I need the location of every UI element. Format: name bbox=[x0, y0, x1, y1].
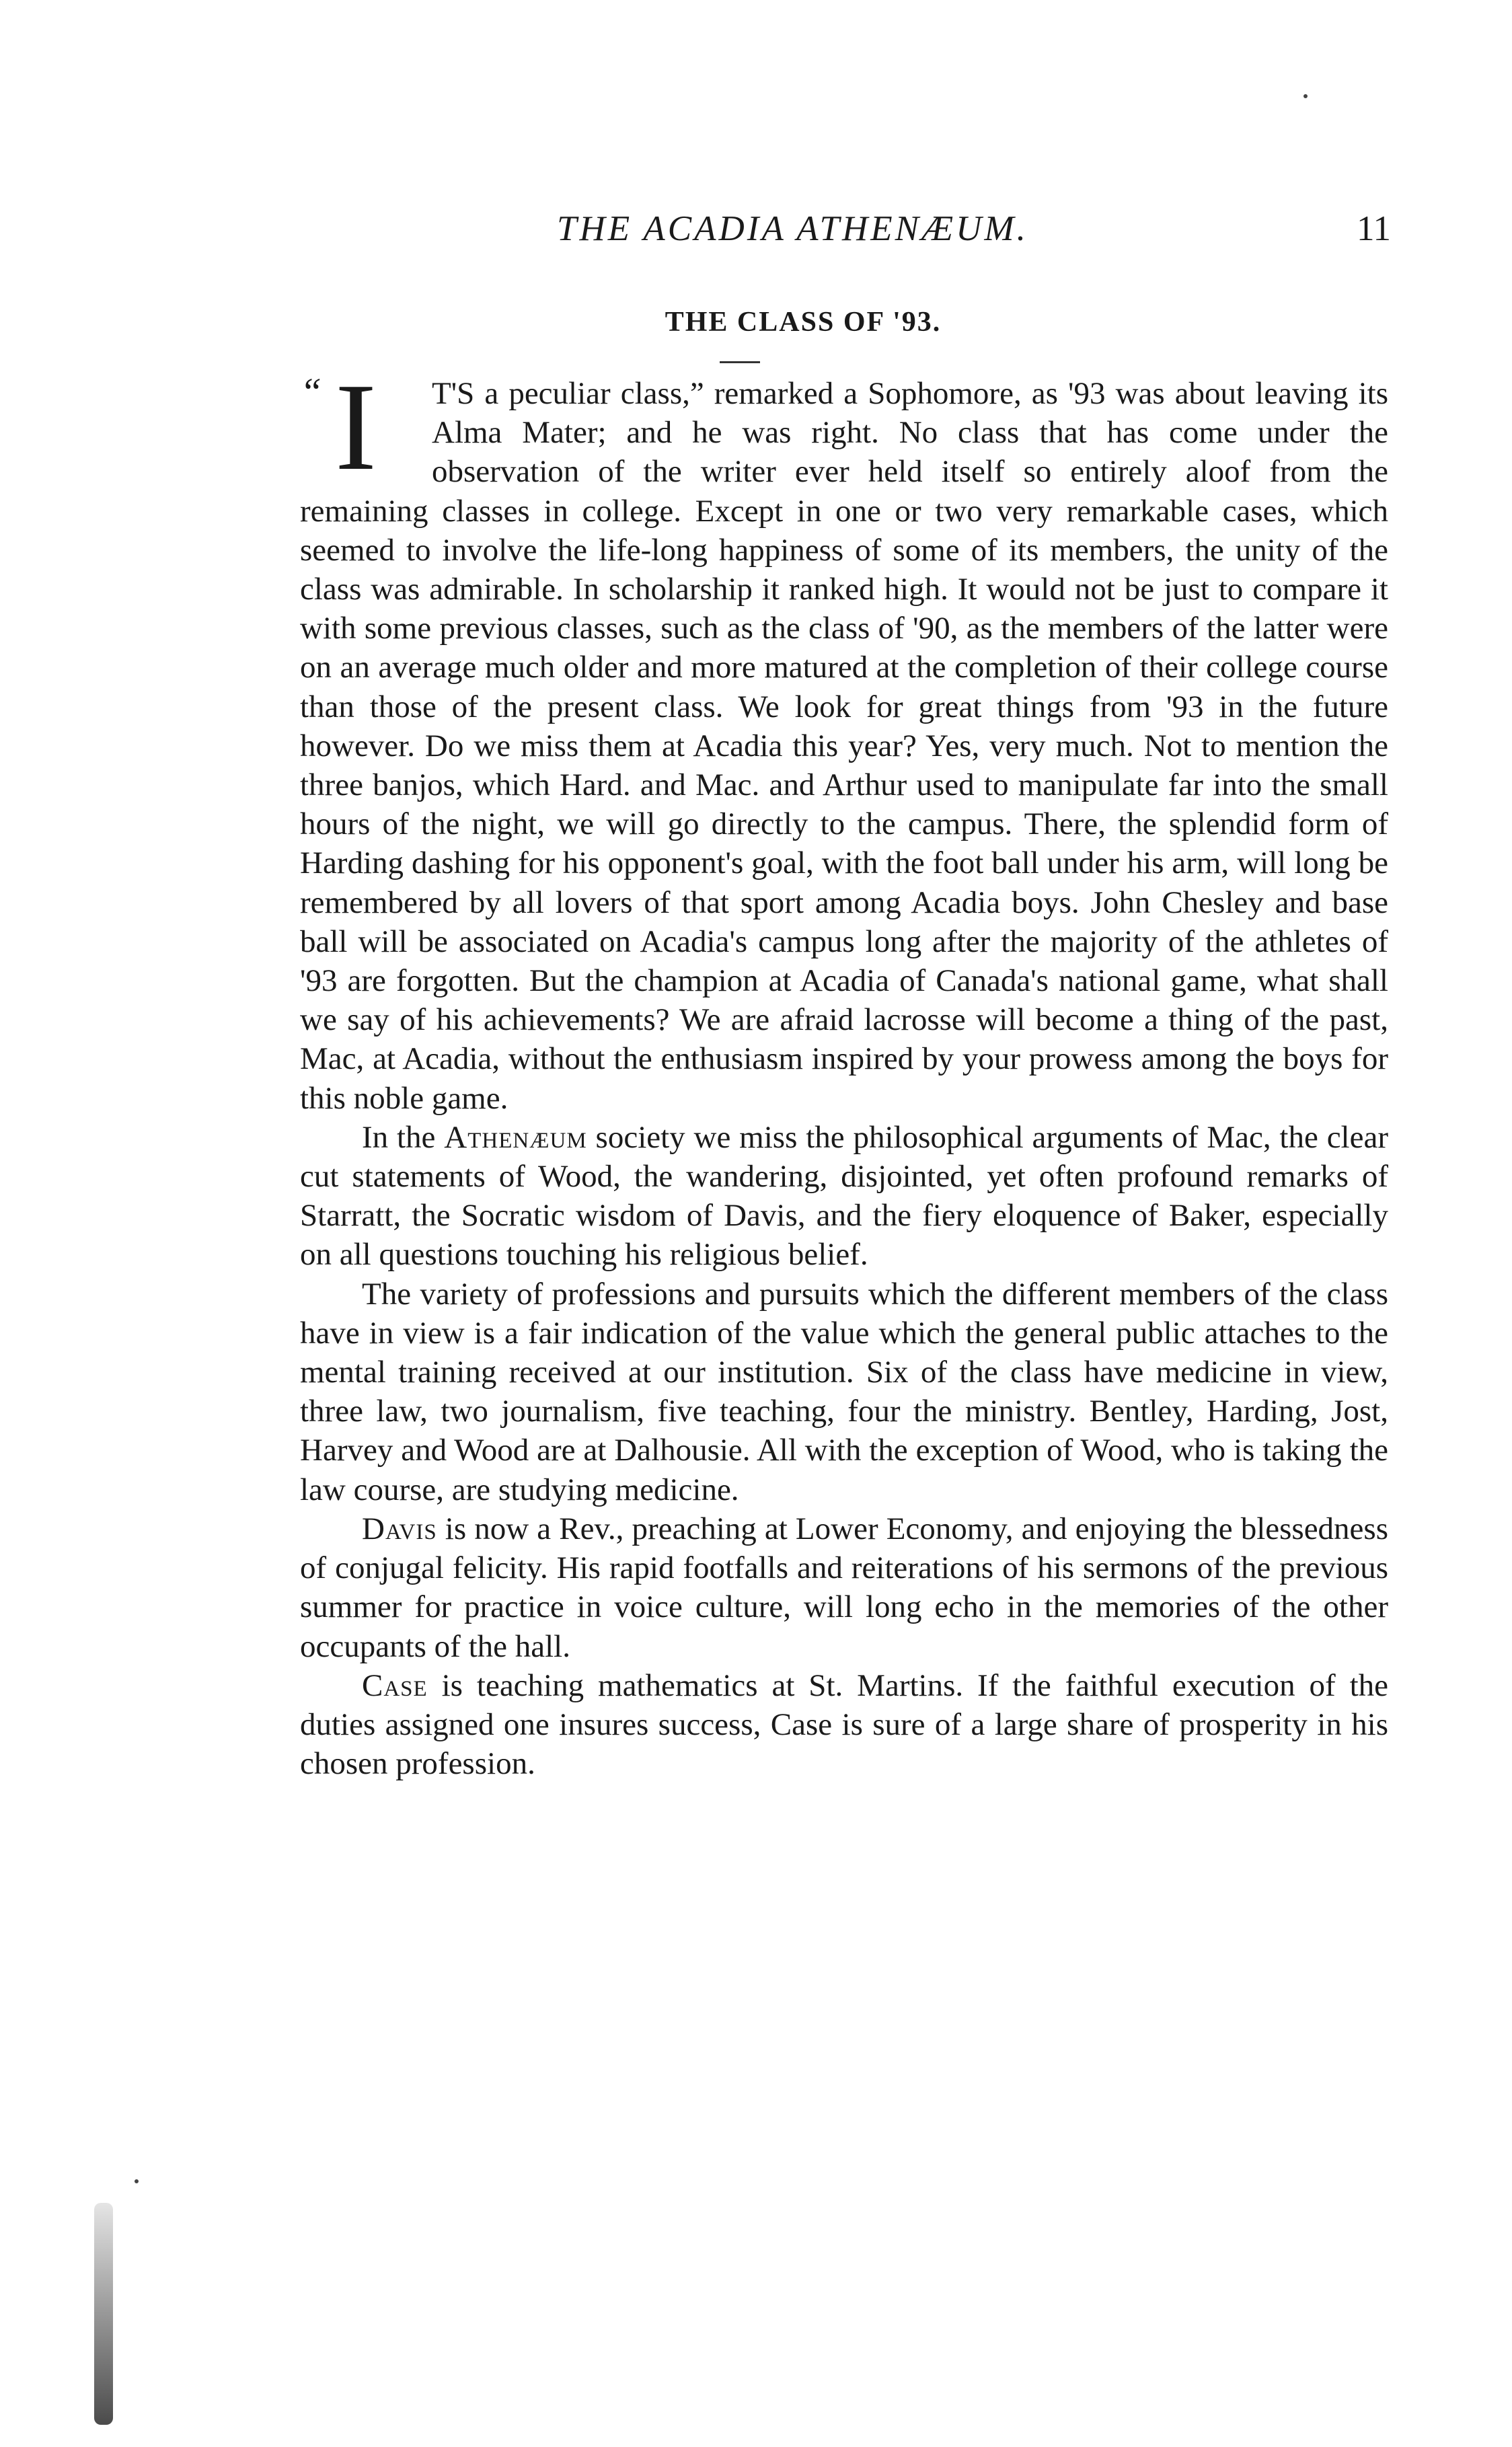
name-case: Case bbox=[362, 1667, 428, 1703]
name-davis: Davis bbox=[362, 1511, 437, 1546]
society-name: Athenæum bbox=[444, 1119, 587, 1155]
paragraph-3-text: The variety of professions and pursuits which the different members of the class have in view is a fair indication of the value which the general public attaches to the mental training received at our institution. Six of the class have medicine in view, three law, two journalism, five teaching, four the ministry. Bentley, Harding, Jost, Harvey and Wood are at Dalhousie. All with the exception of Wood, who is taking the law course, are studying medicine. bbox=[300, 1276, 1388, 1507]
running-head bbox=[557, 209, 1391, 249]
paragraph-2-after: society we miss the philosophical arguments of Mac, the clear cut statements of Wood, the wandering, disjointed, yet often profound remarks of Starratt, the Socratic wisdom of Davis, and the fiery eloquence of Baker, especially on all questions touching his religious belief. bbox=[300, 1119, 1388, 1273]
drop-cap-block bbox=[300, 358, 428, 496]
paragraph-4 bbox=[300, 1509, 1388, 1666]
article-title: THE CLASS OF '93. bbox=[665, 307, 942, 338]
paragraph-5-text: is teaching mathematics at St. Martins. If the faithful execution of the duties assigned one insures success, Case is sure of a large share of prosperity in his chosen profession. bbox=[300, 1667, 1388, 1782]
title-divider bbox=[720, 361, 760, 363]
paragraph-1-text: T'S a peculiar class,” remarked a Sophomore, as '93 was about leaving its Alma Mater; and he was right. No class that has come under the observation of the writer ever held itself so entirely aloof from the remaining classes in college. Except in one or two very remarkable cases, which seemed to involve the life-long happiness of some of its members, the unity of the class was admirable. In scholarship it ranked high. It would not be just to compare it with some previous classes, such as the class of '90, as the members of the latter were on an average much older and more matured at the completion of their college course than those of the present class. We look for great things from '93 in the future however. Do we miss them at Acadia this year? Yes, very much. Not to mention the three banjos, which Hard. and Mac. and Arthur used to manipulate far into the small hours of the night, we will go directly to the campus. There, the splendid form of Harding dashing for his opponent's goal, with the foot ball under his arm, will long be remembered by all lovers of that sport among Acadia boys. John Chesley and base ball will be associated on Acadia's campus long after the majority of the athletes of '93 are forgotten. But the champion at Acadia of Canada's national game, what shall we say of his achievements? We are afraid lacrosse will become a thing of the past, Mac, at Acadia, without the enthusiasm inspired by your prowess among the boys for this noble game. bbox=[300, 376, 1388, 1116]
paragraph-1 bbox=[300, 358, 1388, 1118]
page-number: 11 bbox=[1356, 209, 1391, 248]
paragraph-2-before: In the bbox=[362, 1119, 445, 1155]
paragraph-5 bbox=[300, 1666, 1388, 1784]
article-body bbox=[300, 358, 1388, 1783]
scan-speck bbox=[1303, 94, 1308, 98]
drop-cap: I bbox=[335, 358, 377, 496]
binding-edge-mark bbox=[94, 2203, 113, 2425]
paragraph-2 bbox=[300, 1118, 1388, 1275]
paragraph-3 bbox=[300, 1275, 1388, 1509]
paragraph-4-text: is now a Rev., preaching at Lower Economy, and enjoying the blessedness of conjugal felicity. His rapid footfalls and reiterations of his sermons of the previous summer for practice in voice culture, will long echo in the memories of the other occupants of the hall. bbox=[300, 1511, 1388, 1664]
opening-quote: “ bbox=[300, 370, 322, 414]
scan-speck bbox=[135, 2179, 139, 2183]
journal-title: THE ACADIA ATHENÆUM. bbox=[557, 209, 1028, 248]
